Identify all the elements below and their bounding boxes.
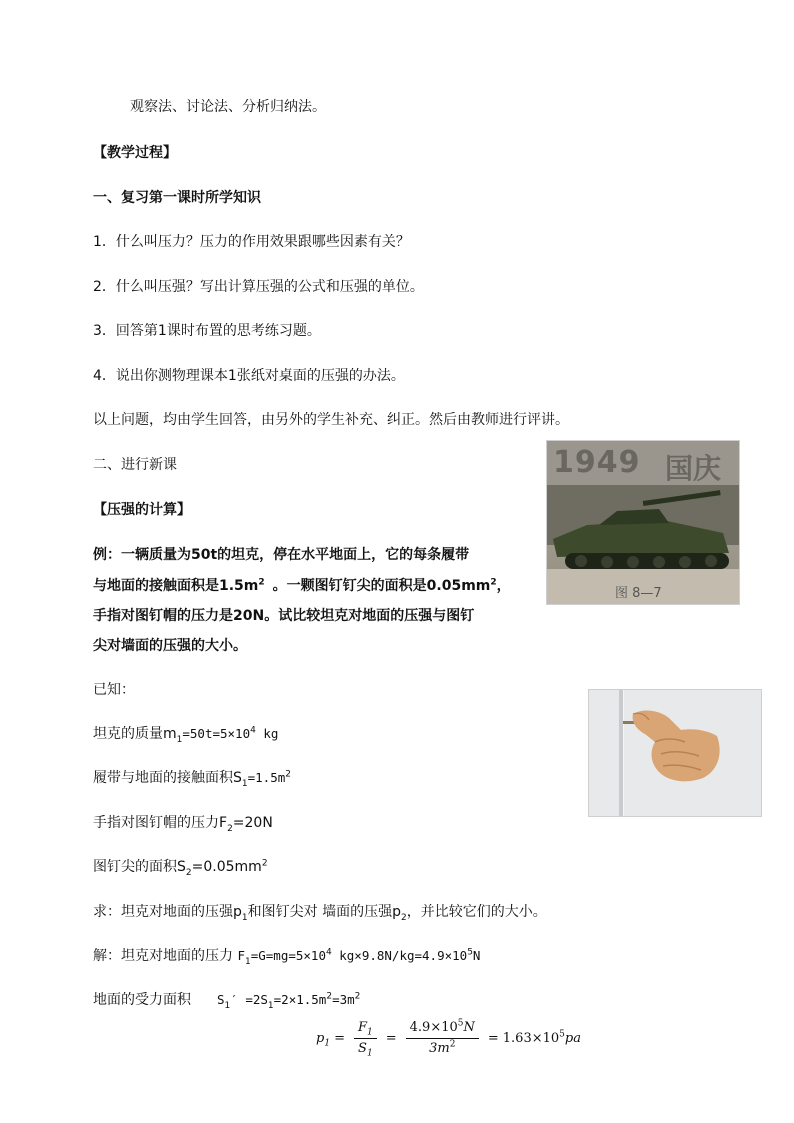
teaching-process-heading: 【教学过程】 xyxy=(93,145,177,161)
question-ask: 求：坦克对地面的压强$p_1$和图钉尖对 墙面的压强$p_2$，并比较它们的大小。 xyxy=(93,904,547,923)
pressure-calc-heading: 【压强的计算】 xyxy=(93,502,191,518)
formula-fraction-symbolic: $\frac{F_1}{S_1}$ xyxy=(354,1020,377,1057)
formula-equals-3: = xyxy=(487,1030,499,1046)
example-line-2: 与地面的接触面积是$1.5m^2$ 。一颗图钉钉尖的面积是$0.05mm^2$， xyxy=(93,577,511,594)
pressure-formula xyxy=(316,1015,581,1061)
formula-fraction-numeric: $\frac{4.9\times 10^5N}{3m^2}$ xyxy=(406,1020,479,1057)
known-mass: 坦克的质量$m_1=50t=5\times 10^4$ kg xyxy=(93,725,279,745)
new-lesson-heading: 二、进行新课 xyxy=(93,457,177,473)
example-line-4: 尖对墙面的压强的大小。 xyxy=(93,638,247,654)
tank-caption: 图 8—7 xyxy=(615,586,662,601)
known-track-area: 履带与地面的接触面积$S_1=1.5m^2$ xyxy=(93,769,291,789)
thumbtack-photo xyxy=(588,689,762,817)
known-pin-area: 图钉尖的面积$S_2=0.05mm^2$ xyxy=(93,858,268,878)
tank-photo xyxy=(546,440,740,605)
formula-equals-2: = xyxy=(385,1030,397,1046)
tank-banner-year: 1949 xyxy=(553,445,641,480)
known-label: 已知： xyxy=(93,682,135,698)
solution-force: 解：坦克对地面的压力 $F_1=G=mg=5\times 10^4$ $kg\times 9.8N/kg=4.9\times 10^5N$ xyxy=(93,947,481,967)
formula-p1: $p_1$ xyxy=(316,1030,331,1049)
formula-result: $1.63\times 10^5pa$ xyxy=(502,1029,581,1046)
example-line-3: 手指对图钉帽的压力是20N。试比较坦克对地面的压强与图钉 xyxy=(93,608,475,624)
review-question-1: 1．什么叫压力？压力的作用效果跟哪些因素有关？ xyxy=(93,234,410,250)
review-question-2: 2．什么叫压强？写出计算压强的公式和压强的单位。 xyxy=(93,279,424,295)
review-heading: 一、复习第一课时所学知识 xyxy=(93,190,261,206)
example-line-1: 例：一辆质量为50t的坦克，停在水平地面上，它的每条履带 xyxy=(93,547,470,563)
tank-banner-festival: 国庆 xyxy=(665,452,722,485)
formula-equals: = xyxy=(334,1030,345,1046)
review-note: 以上问题，均由学生回答，由另外的学生补充、纠正。然后由教师进行评讲。 xyxy=(93,412,569,428)
review-question-3: 3．回答第1课时布置的思考练习题。 xyxy=(93,323,321,339)
teaching-methods: 观察法、讨论法、分析归纳法。 xyxy=(130,99,326,115)
thumb-pressing-pin-illustration xyxy=(589,690,761,816)
solution-area: 地面的受力面积 $S_1' =2S_1=2\times 1.5m^2=3m^2$ xyxy=(93,991,361,1011)
review-question-4: 4．说出你测物理课本1张纸对桌面的压强的办法。 xyxy=(93,368,405,384)
known-finger-force: 手指对图钉帽的压力$F_2=20N$ xyxy=(93,815,273,834)
